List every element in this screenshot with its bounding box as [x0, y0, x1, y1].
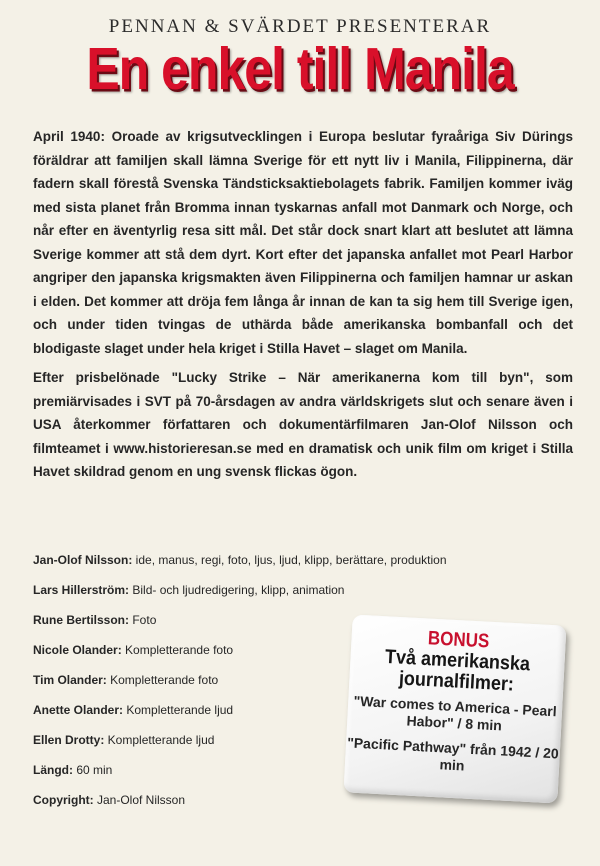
- credit-item: [33, 665, 363, 695]
- bonus-heading: Två amerikanska journalfilmer:: [384, 645, 531, 695]
- credits-list: [33, 545, 447, 815]
- credit-role: Kompletterande foto: [121, 643, 234, 657]
- credit-item: [33, 545, 447, 575]
- credit-item: [33, 785, 363, 815]
- synopsis-paragraph-2-start: Efter prisbelönade "Lucky Strike – När amerikanerna kom till byn", som premiärvisades i SVT på 70-årsdagen av andra världskrigets slut och senare även i USA återkommer författaren och dokumentärfilmaren Jan-Olof Nilsson och filmteamet i: [33, 370, 573, 456]
- synopsis-paragraph-1: April 1940: Oroade av krigsutvecklingen i Europa beslutar fyraåriga Siv Dürings föräldrar att familjen skall lämna Sverige för ett nytt liv i Manila, Filippinerna, där fadern skall förestå Svenska Tändsticksaktiebolagets fabrik. Familjen kommer iväg med sista planet från Bromma innan tyskarnas anfall mot Danmark och Norge, och når efter en äventyrlig resa sitt mål. Det står dock snart klart att beslutet att lämna Sverige kommer att stå dem dyrt. Kort efter det japanska anfallet mot Pearl Harbor angriper den japanska krigsmakten även Filippinerna och familjen hamnar ur askan i elden. Det kommer att dröja fem långa år innan de kan ta sig hem till Sverige igen, och under tiden tvingas de uthärda både amerikanska bombanfall och det blodigaste slaget under hela kriget i Stilla Havet – slaget om Manila.: [33, 129, 573, 356]
- synopsis: [33, 125, 573, 490]
- credit-role: ide, manus, regi, foto, ljus, ljud, klipp, berättare, produktion: [132, 553, 447, 567]
- synopsis-paragraph-2-end: med en dramatisk och unik film om kriget i Stilla Havet skildrad genom en ung svensk flickas ögon.: [33, 440, 573, 479]
- credit-item: [33, 695, 363, 725]
- credit-name: Jan-Olof Nilsson:: [33, 553, 133, 567]
- bonus-label: BONUS: [427, 627, 490, 653]
- credit-name: Copyright:: [33, 793, 94, 807]
- credit-role: Kompletterande ljud: [104, 733, 215, 747]
- credit-item: [33, 575, 363, 605]
- bonus-film-1: "War comes to America - Pearl Habor" / 8 min: [353, 692, 558, 734]
- presenter-line: PENNAN & SVÄRDET PRESENTERAR: [108, 16, 492, 37]
- synopsis-paragraph-2: [33, 366, 573, 484]
- credit-name: Längd:: [33, 763, 73, 777]
- credit-role: 60 min: [73, 763, 113, 777]
- credit-name: Rune Bertilsson:: [33, 613, 130, 627]
- credit-role: Jan-Olof Nilsson: [93, 793, 186, 807]
- credit-role: Bild- och ljudredigering, klipp, animation: [129, 583, 345, 597]
- credit-item: [33, 755, 363, 785]
- credit-name: Anette Olander:: [33, 703, 124, 717]
- credit-role: Kompletterande foto: [106, 673, 219, 687]
- page-title: En enkel till Manila: [86, 35, 514, 103]
- credit-role: Kompletterande ljud: [123, 703, 234, 717]
- credit-item: [33, 725, 363, 755]
- credit-name: Tim Olander:: [33, 673, 107, 687]
- credit-item: [33, 605, 363, 635]
- bonus-box: [343, 615, 566, 804]
- credit-name: Ellen Drotty:: [33, 733, 105, 747]
- bonus-film-2: "Pacific Pathway" från 1942 / 20 min: [346, 734, 560, 774]
- credit-role: Foto: [129, 613, 157, 627]
- credit-name: Lars Hillerström:: [33, 583, 130, 597]
- credit-item: [33, 635, 363, 665]
- credit-name: Nicole Olander:: [33, 643, 122, 657]
- website-link[interactable]: www.historieresan.se: [113, 440, 252, 456]
